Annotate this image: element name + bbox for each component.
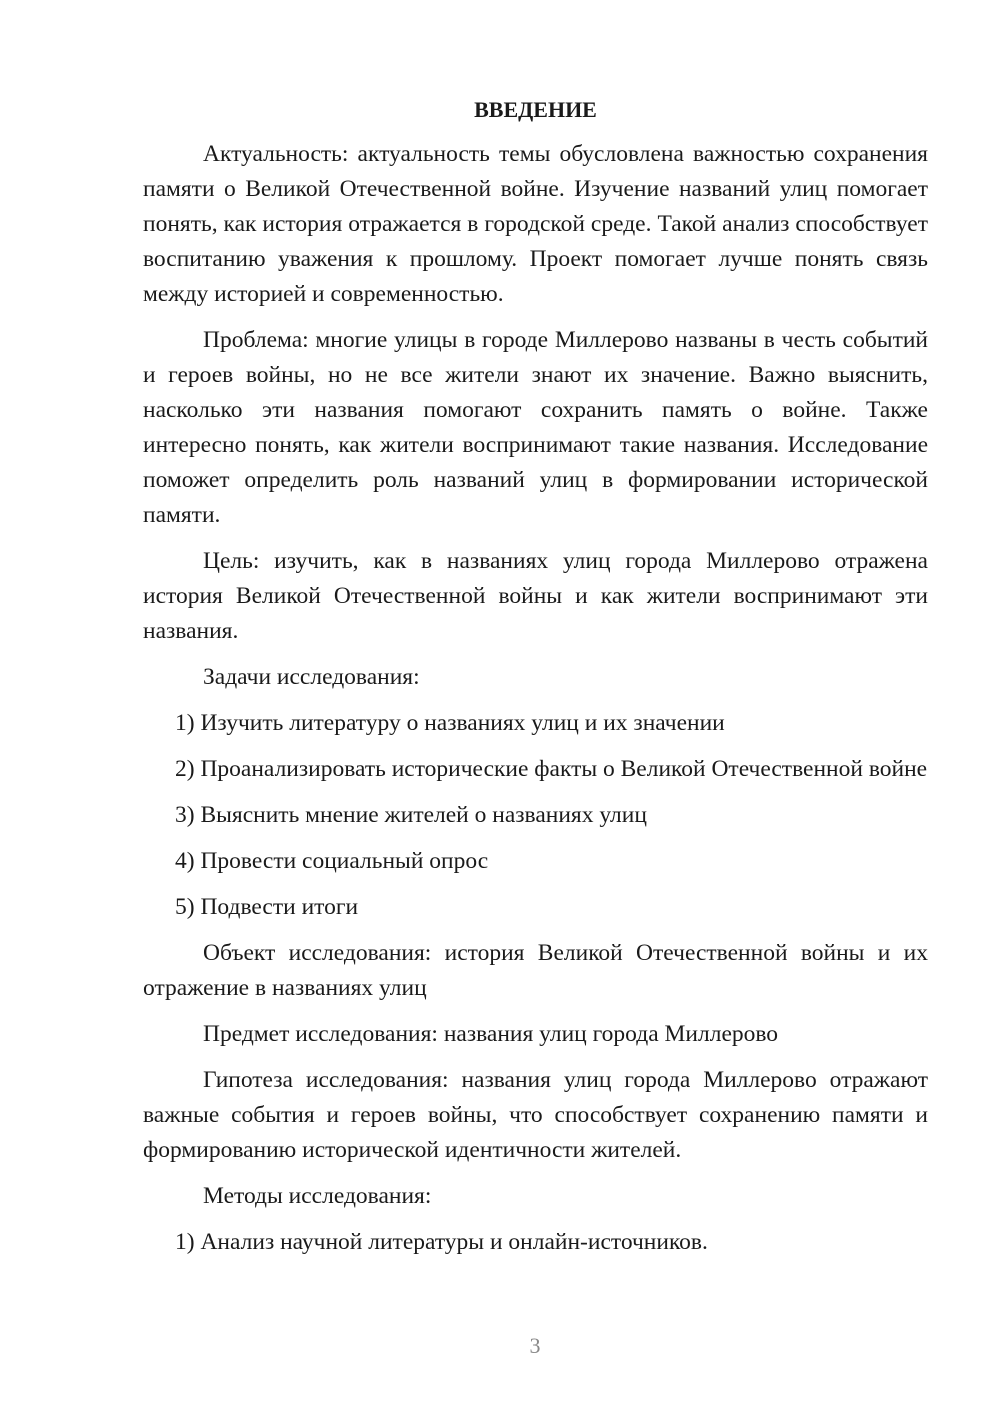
page-number: 3 bbox=[529, 1333, 541, 1358]
methods-title: Методы исследования: bbox=[203, 1183, 432, 1209]
task-item: 5) Подвести итоги bbox=[175, 894, 359, 920]
hypothesis-paragraph: Гипотеза исследования: названия улиц города Миллерово отражают важные события и героев войны, что способствует сохранению памяти и формированию исторической идентичности жителей. bbox=[143, 1067, 928, 1163]
relevance-paragraph: Актуальность: актуальность темы обусловлена важностью сохранения памяти о Великой Отечественной войне. Изучение названий улиц помогает понять, как история отражается в городской среде. Такой анализ способствует воспитанию уважения к прошлому. Проект помогает лучше понять связь между историей и современностью. bbox=[143, 141, 928, 307]
method-item: 1) Анализ научной литературы и онлайн-источников. bbox=[175, 1229, 708, 1255]
document-page bbox=[143, 95, 928, 1271]
task-item: 4) Провести социальный опрос bbox=[175, 848, 489, 874]
subject-paragraph: Предмет исследования: названия улиц города Миллерово bbox=[203, 1021, 779, 1047]
tasks-title: Задачи исследования: bbox=[203, 664, 420, 690]
task-item: 1) Изучить литературу о названиях улиц и их значении bbox=[175, 710, 725, 736]
section-heading: ВВЕДЕНИЕ bbox=[474, 97, 597, 122]
task-item: 3) Выяснить мнение жителей о названиях улиц bbox=[175, 802, 647, 828]
task-item: 2) Проанализировать исторические факты о Великой Отечественной войне bbox=[175, 756, 928, 782]
problem-paragraph: Проблема: многие улицы в городе Миллерово названы в честь событий и героев войны, но не все жители знают их значение. Важно выяснить, насколько эти названия помогают сохранить память о войне. Также интересно понять, как жители воспринимают такие названия. Исследование поможет определить роль названий улиц в формировании исторической памяти. bbox=[143, 327, 928, 528]
goal-paragraph: Цель: изучить, как в названиях улиц города Миллерово отражена история Великой Отечественной войны и как жители воспринимают эти названия. bbox=[143, 548, 928, 644]
object-paragraph: Объект исследования: история Великой Отечественной войны и их отражение в названиях улиц bbox=[143, 940, 928, 1001]
